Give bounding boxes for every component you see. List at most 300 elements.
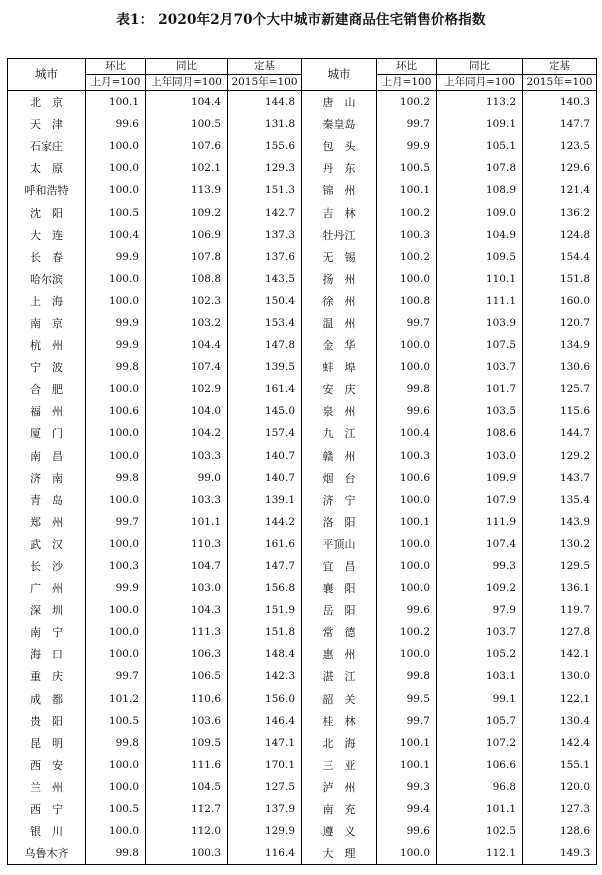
mom-cell-left: 100.0 (86, 754, 146, 776)
fixed-cell-right: 120.0 (523, 776, 597, 798)
yoy-cell-left: 110.3 (146, 533, 228, 555)
yoy-cell-left: 109.2 (146, 201, 228, 223)
mom-cell-left: 100.0 (86, 422, 146, 444)
fixed-cell-left: 151.8 (228, 621, 302, 643)
yoy-cell-right: 96.8 (437, 776, 523, 798)
yoy-cell-right: 101.1 (437, 798, 523, 820)
city-cell-right: 济 宁 (302, 489, 377, 511)
fixed-cell-left: 142.3 (228, 665, 302, 687)
table-row (8, 732, 597, 754)
table-row (8, 842, 597, 865)
yoy-cell-left: 101.1 (146, 511, 228, 533)
city-cell-left: 厦 门 (8, 422, 86, 444)
mom-cell-right: 99.7 (377, 312, 437, 334)
city-cell-left: 银 川 (8, 820, 86, 842)
header-mom-base-right: 上月=100 (377, 75, 437, 91)
fixed-cell-left: 147.8 (228, 334, 302, 356)
city-cell-left: 兰 州 (8, 776, 86, 798)
mom-cell-left: 100.5 (86, 710, 146, 732)
header-yoy-base-right: 上年同月=100 (437, 75, 523, 91)
yoy-cell-right: 103.1 (437, 665, 523, 687)
fixed-cell-right: 140.3 (523, 91, 597, 114)
city-cell-right: 丹 东 (302, 157, 377, 179)
city-cell-right: 烟 台 (302, 467, 377, 489)
fixed-cell-left: 140.7 (228, 467, 302, 489)
yoy-cell-left: 110.6 (146, 688, 228, 710)
mom-cell-left: 100.0 (86, 378, 146, 400)
yoy-cell-right: 109.0 (437, 201, 523, 223)
mom-cell-right: 99.8 (377, 378, 437, 400)
mom-cell-left: 100.1 (86, 91, 146, 114)
mom-cell-right: 99.6 (377, 599, 437, 621)
table-title: 表1： 2020年2月70个大中城市新建商品住宅销售价格指数 (116, 12, 486, 28)
city-cell-right: 徐 州 (302, 290, 377, 312)
city-cell-right: 宜 昌 (302, 555, 377, 577)
city-cell-left: 沈 阳 (8, 201, 86, 223)
yoy-cell-left: 108.8 (146, 268, 228, 290)
table-row (8, 422, 597, 444)
mom-cell-left: 99.8 (86, 467, 146, 489)
fixed-cell-right: 119.7 (523, 599, 597, 621)
fixed-cell-left: 116.4 (228, 842, 302, 865)
fixed-cell-right: 124.8 (523, 224, 597, 246)
header-mom-right: 环比 (377, 59, 437, 75)
yoy-cell-right: 103.7 (437, 621, 523, 643)
mom-cell-right: 99.6 (377, 400, 437, 422)
mom-cell-right: 100.2 (377, 91, 437, 114)
city-cell-right: 无 锡 (302, 246, 377, 268)
mom-cell-right: 100.0 (377, 842, 437, 865)
yoy-cell-left: 109.5 (146, 732, 228, 754)
fixed-cell-left: 161.6 (228, 533, 302, 555)
yoy-cell-left: 106.9 (146, 224, 228, 246)
fixed-cell-left: 151.3 (228, 179, 302, 201)
yoy-cell-right: 107.2 (437, 732, 523, 754)
header-fixed-right: 定基 (523, 59, 597, 75)
mom-cell-left: 100.0 (86, 135, 146, 157)
fixed-cell-left: 140.7 (228, 445, 302, 467)
city-cell-right: 包 头 (302, 135, 377, 157)
table-row (8, 157, 597, 179)
yoy-cell-left: 102.3 (146, 290, 228, 312)
mom-cell-right: 100.2 (377, 621, 437, 643)
mom-cell-left: 100.0 (86, 776, 146, 798)
yoy-cell-left: 107.4 (146, 356, 228, 378)
table-row (8, 467, 597, 489)
city-cell-left: 合 肥 (8, 378, 86, 400)
fixed-cell-right: 120.7 (523, 312, 597, 334)
table-row (8, 400, 597, 422)
fixed-cell-right: 121.4 (523, 179, 597, 201)
fixed-cell-right: 128.6 (523, 820, 597, 842)
yoy-cell-left: 113.9 (146, 179, 228, 201)
city-cell-right: 洛 阳 (302, 511, 377, 533)
table-row (8, 511, 597, 533)
yoy-cell-right: 105.2 (437, 643, 523, 665)
yoy-cell-right: 107.8 (437, 157, 523, 179)
city-cell-left: 西 宁 (8, 798, 86, 820)
yoy-cell-right: 104.9 (437, 224, 523, 246)
fixed-cell-right: 130.2 (523, 533, 597, 555)
table-header (8, 59, 597, 91)
fixed-cell-left: 142.7 (228, 201, 302, 223)
table-row (8, 798, 597, 820)
mom-cell-right: 99.5 (377, 688, 437, 710)
header-mom-left: 环比 (86, 59, 146, 75)
yoy-cell-right: 108.6 (437, 422, 523, 444)
fixed-cell-right: 143.7 (523, 467, 597, 489)
city-cell-right: 唐 山 (302, 91, 377, 114)
fixed-cell-right: 129.6 (523, 157, 597, 179)
fixed-cell-left: 155.6 (228, 135, 302, 157)
fixed-cell-right: 136.1 (523, 577, 597, 599)
table-row (8, 643, 597, 665)
city-cell-left: 武 汉 (8, 533, 86, 555)
city-cell-left: 呼和浩特 (8, 179, 86, 201)
yoy-cell-right: 102.5 (437, 820, 523, 842)
mom-cell-left: 99.8 (86, 356, 146, 378)
city-cell-right: 大 理 (302, 842, 377, 865)
yoy-cell-left: 104.4 (146, 334, 228, 356)
mom-cell-left: 100.0 (86, 599, 146, 621)
yoy-cell-right: 112.1 (437, 842, 523, 865)
fixed-cell-left: 147.1 (228, 732, 302, 754)
yoy-cell-right: 111.1 (437, 290, 523, 312)
city-cell-right: 襄 阳 (302, 577, 377, 599)
city-cell-right: 平顶山 (302, 533, 377, 555)
fixed-cell-right: 122.1 (523, 688, 597, 710)
fixed-cell-left: 161.4 (228, 378, 302, 400)
yoy-cell-left: 104.0 (146, 400, 228, 422)
yoy-cell-left: 104.7 (146, 555, 228, 577)
fixed-cell-left: 151.9 (228, 599, 302, 621)
fixed-cell-right: 130.4 (523, 710, 597, 732)
yoy-cell-right: 109.2 (437, 577, 523, 599)
mom-cell-left: 100.0 (86, 157, 146, 179)
header-mom-base-left: 上月=100 (86, 75, 146, 91)
city-cell-right: 九 江 (302, 422, 377, 444)
city-cell-right: 南 充 (302, 798, 377, 820)
city-cell-right: 北 海 (302, 732, 377, 754)
yoy-cell-right: 101.7 (437, 378, 523, 400)
city-cell-left: 宁 波 (8, 356, 86, 378)
yoy-cell-left: 107.8 (146, 246, 228, 268)
city-cell-right: 遵 义 (302, 820, 377, 842)
mom-cell-left: 99.9 (86, 312, 146, 334)
yoy-cell-right: 99.1 (437, 688, 523, 710)
mom-cell-right: 99.9 (377, 135, 437, 157)
mom-cell-right: 100.0 (377, 268, 437, 290)
city-cell-right: 秦皇岛 (302, 113, 377, 135)
mom-cell-right: 100.0 (377, 555, 437, 577)
table-row (8, 445, 597, 467)
fixed-cell-right: 127.3 (523, 798, 597, 820)
fixed-cell-right: 142.1 (523, 643, 597, 665)
mom-cell-right: 100.0 (377, 334, 437, 356)
city-cell-left: 郑 州 (8, 511, 86, 533)
mom-cell-right: 100.2 (377, 201, 437, 223)
city-cell-left: 南 京 (8, 312, 86, 334)
yoy-cell-left: 104.4 (146, 91, 228, 114)
table-row (8, 555, 597, 577)
mom-cell-left: 99.8 (86, 732, 146, 754)
yoy-cell-right: 105.1 (437, 135, 523, 157)
mom-cell-right: 100.1 (377, 732, 437, 754)
city-cell-right: 安 庆 (302, 378, 377, 400)
yoy-cell-left: 103.2 (146, 312, 228, 334)
mom-cell-left: 100.0 (86, 445, 146, 467)
city-cell-left: 深 圳 (8, 599, 86, 621)
fixed-cell-left: 129.9 (228, 820, 302, 842)
mom-cell-left: 100.0 (86, 621, 146, 643)
yoy-cell-left: 112.0 (146, 820, 228, 842)
mom-cell-right: 100.1 (377, 179, 437, 201)
fixed-cell-left: 139.5 (228, 356, 302, 378)
table-row (8, 334, 597, 356)
yoy-cell-right: 107.9 (437, 489, 523, 511)
mom-cell-left: 99.9 (86, 246, 146, 268)
yoy-cell-left: 106.5 (146, 665, 228, 687)
fixed-cell-right: 154.4 (523, 246, 597, 268)
yoy-cell-right: 103.9 (437, 312, 523, 334)
city-cell-right: 泉 州 (302, 400, 377, 422)
city-cell-left: 长 沙 (8, 555, 86, 577)
table-row (8, 312, 597, 334)
mom-cell-right: 100.8 (377, 290, 437, 312)
mom-cell-left: 100.5 (86, 201, 146, 223)
city-cell-right: 吉 林 (302, 201, 377, 223)
yoy-cell-right: 107.5 (437, 334, 523, 356)
fixed-cell-left: 150.4 (228, 290, 302, 312)
fixed-cell-left: 127.5 (228, 776, 302, 798)
city-cell-right: 岳 阳 (302, 599, 377, 621)
city-cell-left: 大 连 (8, 224, 86, 246)
city-cell-right: 韶 关 (302, 688, 377, 710)
mom-cell-right: 100.2 (377, 246, 437, 268)
mom-cell-left: 99.7 (86, 665, 146, 687)
city-cell-right: 蚌 埠 (302, 356, 377, 378)
fixed-cell-left: 143.5 (228, 268, 302, 290)
mom-cell-left: 99.7 (86, 511, 146, 533)
city-cell-left: 重 庆 (8, 665, 86, 687)
city-cell-right: 金 华 (302, 334, 377, 356)
yoy-cell-left: 102.9 (146, 378, 228, 400)
city-cell-left: 长 春 (8, 246, 86, 268)
table-row (8, 113, 597, 135)
city-cell-left: 南 宁 (8, 621, 86, 643)
mom-cell-right: 100.3 (377, 224, 437, 246)
yoy-cell-left: 104.3 (146, 599, 228, 621)
yoy-cell-left: 103.3 (146, 445, 228, 467)
city-cell-right: 牡丹江 (302, 224, 377, 246)
city-cell-left: 广 州 (8, 577, 86, 599)
mom-cell-left: 100.0 (86, 533, 146, 555)
yoy-cell-right: 109.9 (437, 467, 523, 489)
city-cell-left: 太 原 (8, 157, 86, 179)
fixed-cell-right: 147.7 (523, 113, 597, 135)
mom-cell-right: 100.0 (377, 489, 437, 511)
yoy-cell-left: 103.6 (146, 710, 228, 732)
header-yoy-base-left: 上年同月=100 (146, 75, 228, 91)
yoy-cell-left: 100.3 (146, 842, 228, 865)
table-row (8, 665, 597, 687)
mom-cell-right: 99.7 (377, 710, 437, 732)
fixed-cell-left: 146.4 (228, 710, 302, 732)
city-cell-right: 惠 州 (302, 643, 377, 665)
mom-cell-right: 100.0 (377, 356, 437, 378)
table-row (8, 577, 597, 599)
table-row (8, 489, 597, 511)
city-cell-left: 昆 明 (8, 732, 86, 754)
fixed-cell-right: 130.0 (523, 665, 597, 687)
fixed-cell-left: 156.8 (228, 577, 302, 599)
table-row (8, 224, 597, 246)
yoy-cell-left: 102.1 (146, 157, 228, 179)
mom-cell-left: 100.5 (86, 798, 146, 820)
fixed-cell-right: 149.3 (523, 842, 597, 865)
city-cell-right: 温 州 (302, 312, 377, 334)
fixed-cell-left: 156.0 (228, 688, 302, 710)
yoy-cell-left: 104.5 (146, 776, 228, 798)
fixed-cell-right: 129.5 (523, 555, 597, 577)
mom-cell-right: 100.1 (377, 511, 437, 533)
city-cell-left: 南 昌 (8, 445, 86, 467)
fixed-cell-left: 137.6 (228, 246, 302, 268)
yoy-cell-left: 103.3 (146, 489, 228, 511)
fixed-cell-left: 147.7 (228, 555, 302, 577)
city-cell-right: 锦 州 (302, 179, 377, 201)
city-cell-left: 上 海 (8, 290, 86, 312)
header-city-right: 城市 (302, 59, 377, 91)
fixed-cell-left: 145.0 (228, 400, 302, 422)
table-row (8, 621, 597, 643)
table-body (8, 91, 597, 865)
city-cell-left: 北 京 (8, 91, 86, 114)
yoy-cell-left: 100.5 (146, 113, 228, 135)
fixed-cell-left: 137.9 (228, 798, 302, 820)
header-yoy-right: 同比 (437, 59, 523, 75)
table-row (8, 290, 597, 312)
table-row (8, 754, 597, 776)
header-yoy-left: 同比 (146, 59, 228, 75)
yoy-cell-right: 105.7 (437, 710, 523, 732)
city-cell-left: 青 岛 (8, 489, 86, 511)
table-row (8, 710, 597, 732)
yoy-cell-right: 109.1 (437, 113, 523, 135)
mom-cell-left: 100.0 (86, 268, 146, 290)
city-cell-left: 海 口 (8, 643, 86, 665)
fixed-cell-left: 139.1 (228, 489, 302, 511)
city-cell-right: 桂 林 (302, 710, 377, 732)
header-city-left: 城市 (8, 59, 86, 91)
mom-cell-right: 99.6 (377, 820, 437, 842)
mom-cell-right: 100.4 (377, 422, 437, 444)
fixed-cell-right: 123.5 (523, 135, 597, 157)
table-row (8, 533, 597, 555)
header-fixed-left: 定基 (228, 59, 302, 75)
mom-cell-left: 99.6 (86, 113, 146, 135)
yoy-cell-right: 106.6 (437, 754, 523, 776)
yoy-cell-left: 112.7 (146, 798, 228, 820)
yoy-cell-left: 103.0 (146, 577, 228, 599)
fixed-cell-left: 144.2 (228, 511, 302, 533)
table-row (8, 378, 597, 400)
fixed-cell-left: 170.1 (228, 754, 302, 776)
city-cell-right: 三 亚 (302, 754, 377, 776)
yoy-cell-right: 108.9 (437, 179, 523, 201)
fixed-cell-right: 125.7 (523, 378, 597, 400)
yoy-cell-right: 99.3 (437, 555, 523, 577)
city-cell-left: 乌鲁木齐 (8, 842, 86, 865)
fixed-cell-right: 135.4 (523, 489, 597, 511)
price-index-table (7, 58, 597, 865)
city-cell-left: 西 安 (8, 754, 86, 776)
fixed-cell-left: 157.4 (228, 422, 302, 444)
yoy-cell-right: 111.9 (437, 511, 523, 533)
table-row (8, 688, 597, 710)
fixed-cell-right: 142.4 (523, 732, 597, 754)
table-row (8, 820, 597, 842)
city-cell-right: 赣 州 (302, 445, 377, 467)
fixed-cell-right: 155.1 (523, 754, 597, 776)
city-cell-left: 福 州 (8, 400, 86, 422)
table-row (8, 246, 597, 268)
fixed-cell-left: 148.4 (228, 643, 302, 665)
yoy-cell-right: 107.4 (437, 533, 523, 555)
city-cell-right: 扬 州 (302, 268, 377, 290)
mom-cell-left: 100.0 (86, 179, 146, 201)
yoy-cell-right: 110.1 (437, 268, 523, 290)
fixed-cell-right: 134.9 (523, 334, 597, 356)
fixed-cell-right: 143.9 (523, 511, 597, 533)
mom-cell-left: 100.3 (86, 555, 146, 577)
yoy-cell-right: 109.5 (437, 246, 523, 268)
yoy-cell-right: 103.7 (437, 356, 523, 378)
city-cell-left: 石家庄 (8, 135, 86, 157)
yoy-cell-left: 111.6 (146, 754, 228, 776)
yoy-cell-left: 104.2 (146, 422, 228, 444)
fixed-cell-right: 115.6 (523, 400, 597, 422)
city-cell-left: 杭 州 (8, 334, 86, 356)
table-row (8, 268, 597, 290)
mom-cell-right: 99.8 (377, 665, 437, 687)
fixed-cell-right: 160.0 (523, 290, 597, 312)
table-row (8, 91, 597, 114)
fixed-cell-right: 129.2 (523, 445, 597, 467)
mom-cell-right: 100.0 (377, 533, 437, 555)
mom-cell-right: 100.0 (377, 577, 437, 599)
mom-cell-left: 100.0 (86, 643, 146, 665)
header-fixed-base-left: 2015年=100 (228, 75, 302, 91)
city-cell-right: 常 德 (302, 621, 377, 643)
city-cell-right: 泸 州 (302, 776, 377, 798)
fixed-cell-left: 129.3 (228, 157, 302, 179)
yoy-cell-right: 97.9 (437, 599, 523, 621)
city-cell-left: 贵 阳 (8, 710, 86, 732)
fixed-cell-right: 151.8 (523, 268, 597, 290)
mom-cell-right: 100.0 (377, 643, 437, 665)
yoy-cell-left: 106.3 (146, 643, 228, 665)
mom-cell-right: 99.4 (377, 798, 437, 820)
fixed-cell-left: 131.8 (228, 113, 302, 135)
mom-cell-left: 101.2 (86, 688, 146, 710)
mom-cell-left: 100.0 (86, 820, 146, 842)
fixed-cell-left: 137.3 (228, 224, 302, 246)
table-row (8, 201, 597, 223)
yoy-cell-left: 111.3 (146, 621, 228, 643)
mom-cell-left: 100.6 (86, 400, 146, 422)
city-cell-left: 济 南 (8, 467, 86, 489)
